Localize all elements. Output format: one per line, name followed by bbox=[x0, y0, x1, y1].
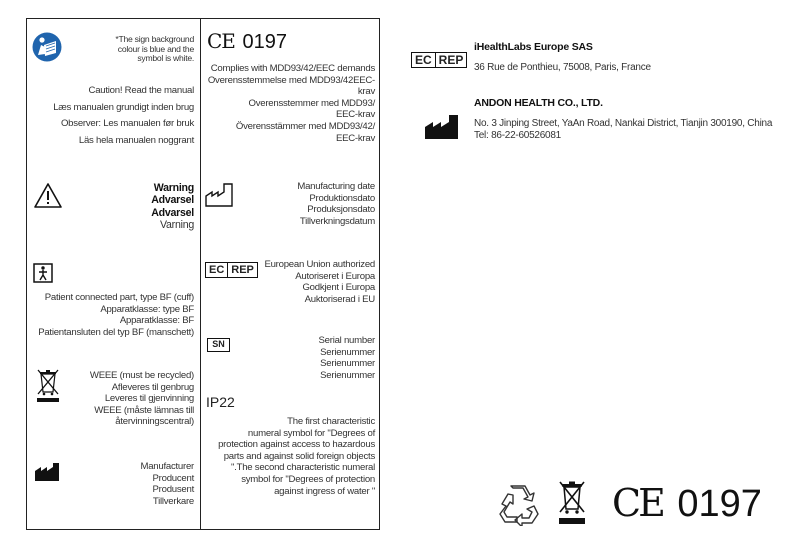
eu-rep-name: iHealthLabs Europe SAS bbox=[474, 41, 593, 53]
manufacturer-tel: Tel: 86-22-60526081 bbox=[474, 130, 561, 141]
ec-label: EC bbox=[415, 53, 432, 67]
caption-line: Apparatklasse: BF bbox=[119, 315, 194, 327]
caption-line: symbol for "Degrees of protection bbox=[241, 473, 375, 485]
caption-line: Serienummer bbox=[320, 369, 375, 381]
recycle-icon bbox=[496, 484, 540, 531]
caption-line: Advarsel bbox=[151, 194, 194, 207]
manufacturer-section bbox=[27, 457, 200, 527]
serial-section bbox=[201, 335, 381, 395]
ce-logo: CE bbox=[207, 29, 235, 53]
ec-label: EC bbox=[209, 264, 225, 276]
warning-triangle-icon bbox=[33, 182, 63, 214]
ce-section bbox=[201, 19, 381, 169]
caption-line: Serial number bbox=[318, 335, 375, 346]
caption-line: Varning bbox=[160, 218, 194, 231]
caption-line: Serienummer bbox=[320, 358, 375, 370]
caption-line: Auktoriserad i EU bbox=[304, 293, 375, 305]
rep-label: REP bbox=[435, 53, 467, 67]
manufacturing-date-section bbox=[201, 177, 381, 247]
caption-line: Patient connected part, type BF (cuff) bbox=[44, 292, 194, 303]
caption-line: Leveres til gjenvinning bbox=[104, 393, 194, 405]
caption-line: Manufacturer bbox=[140, 461, 194, 472]
read-manual-icon bbox=[32, 32, 62, 62]
caption-line: Advarsel bbox=[151, 206, 194, 219]
footer-ce-mark bbox=[612, 480, 762, 527]
note-line: *The sign background bbox=[115, 34, 194, 44]
caption-line: Överensstämmer med MDD93/42/ bbox=[235, 120, 375, 132]
rep-label: REP bbox=[227, 263, 257, 277]
caption-line: krav bbox=[357, 86, 375, 98]
caption-line: Warning bbox=[153, 182, 194, 194]
caption-line: Afleveres til genbrug bbox=[111, 381, 194, 393]
ip-section bbox=[201, 391, 381, 529]
caption-line: parts and against solid foreign objects bbox=[223, 450, 375, 462]
caption-line: Produktionsdato bbox=[309, 192, 375, 204]
manufacturer-block bbox=[425, 97, 790, 147]
manufacturer-factory-icon bbox=[35, 463, 61, 486]
ec-rep-badge bbox=[205, 262, 258, 278]
caption-line: Overensstemmelse med MDD93/42EEC- bbox=[207, 74, 375, 86]
ce-mark bbox=[207, 29, 287, 54]
eu-representative-block bbox=[411, 41, 781, 81]
caption-line: ".The second characteristic numeral bbox=[231, 462, 375, 474]
caption-line: Produsent bbox=[152, 484, 194, 496]
caption-line: Overensstemmer med MDD93/ bbox=[248, 97, 375, 109]
weee-section bbox=[27, 366, 200, 446]
caption-line: Manufacturing date bbox=[297, 181, 375, 192]
manufacturer-name: ANDON HEALTH CO., LTD. bbox=[474, 97, 603, 109]
caption-line: protection against access to hazardous bbox=[218, 439, 375, 451]
ec-rep-section bbox=[201, 257, 381, 327]
caption-line: Läs hela manualen noggrant bbox=[78, 134, 194, 146]
type-bf-applied-part-icon bbox=[33, 263, 53, 288]
caption-line: Serienummer bbox=[320, 346, 375, 358]
ce-number: 0197 bbox=[677, 483, 762, 525]
sn-badge: SN bbox=[207, 338, 230, 352]
read-manual-section bbox=[27, 19, 200, 159]
caption-line: WEEE (must be recycled) bbox=[89, 370, 194, 381]
caption-line: Tillverkare bbox=[152, 495, 194, 507]
caption-line: EEC-krav bbox=[335, 132, 375, 144]
caption-line: Godkjent i Europa bbox=[302, 282, 375, 294]
applied-part-section bbox=[27, 257, 200, 352]
caption-line: Læs manualen grundigt inden brug bbox=[53, 101, 194, 113]
caption-line: Apparatklasse: type BF bbox=[100, 303, 194, 315]
warning-section bbox=[27, 174, 200, 244]
caption-line: Produksjonsdato bbox=[307, 204, 375, 216]
ec-rep-badge bbox=[411, 52, 467, 68]
ce-number: 0197 bbox=[242, 31, 287, 53]
caption-line: Autoriseret i Europa bbox=[295, 270, 375, 282]
ce-logo: CE bbox=[612, 481, 663, 525]
note-line: colour is blue and the bbox=[117, 43, 194, 54]
caption-line: EEC-krav bbox=[335, 109, 375, 121]
caption-line: Producent bbox=[152, 472, 194, 484]
manufacturer-factory-icon bbox=[425, 115, 461, 144]
eu-rep-address: 36 Rue de Ponthieu, 75008, Paris, France bbox=[474, 62, 651, 73]
manufacturing-date-icon bbox=[205, 181, 235, 212]
crossed-out-bin-icon bbox=[557, 479, 587, 530]
caption-line: Complies with MDD93/42/EEC demands bbox=[210, 63, 375, 74]
manufacturer-address: No. 3 Jinping Street, YaAn Road, Nankai District, Tianjin 300190, China bbox=[474, 118, 773, 129]
caption-line: European Union authorized bbox=[264, 259, 375, 270]
caption-line: Tillverkningsdatum bbox=[299, 215, 375, 227]
caption-line: against ingress of water " bbox=[274, 485, 375, 497]
caption-line: Caution! Read the manual bbox=[88, 85, 194, 96]
caption-line: Patientansluten del typ BF (manschett) bbox=[38, 326, 194, 338]
note-line: symbol is white. bbox=[137, 53, 194, 64]
crossed-out-bin-icon bbox=[35, 368, 61, 407]
caption-line: The first characteristic bbox=[287, 416, 375, 427]
caption-line: Observer: Les manualen før bruk bbox=[60, 118, 194, 130]
caption-line: numeral symbol for "Degrees of bbox=[247, 427, 375, 439]
caption-line: WEEE (måste lämnas till bbox=[94, 404, 194, 416]
symbols-table bbox=[26, 18, 380, 530]
caption-line: återvinningscentral) bbox=[115, 416, 194, 428]
ip-code: IP22 bbox=[206, 394, 235, 410]
